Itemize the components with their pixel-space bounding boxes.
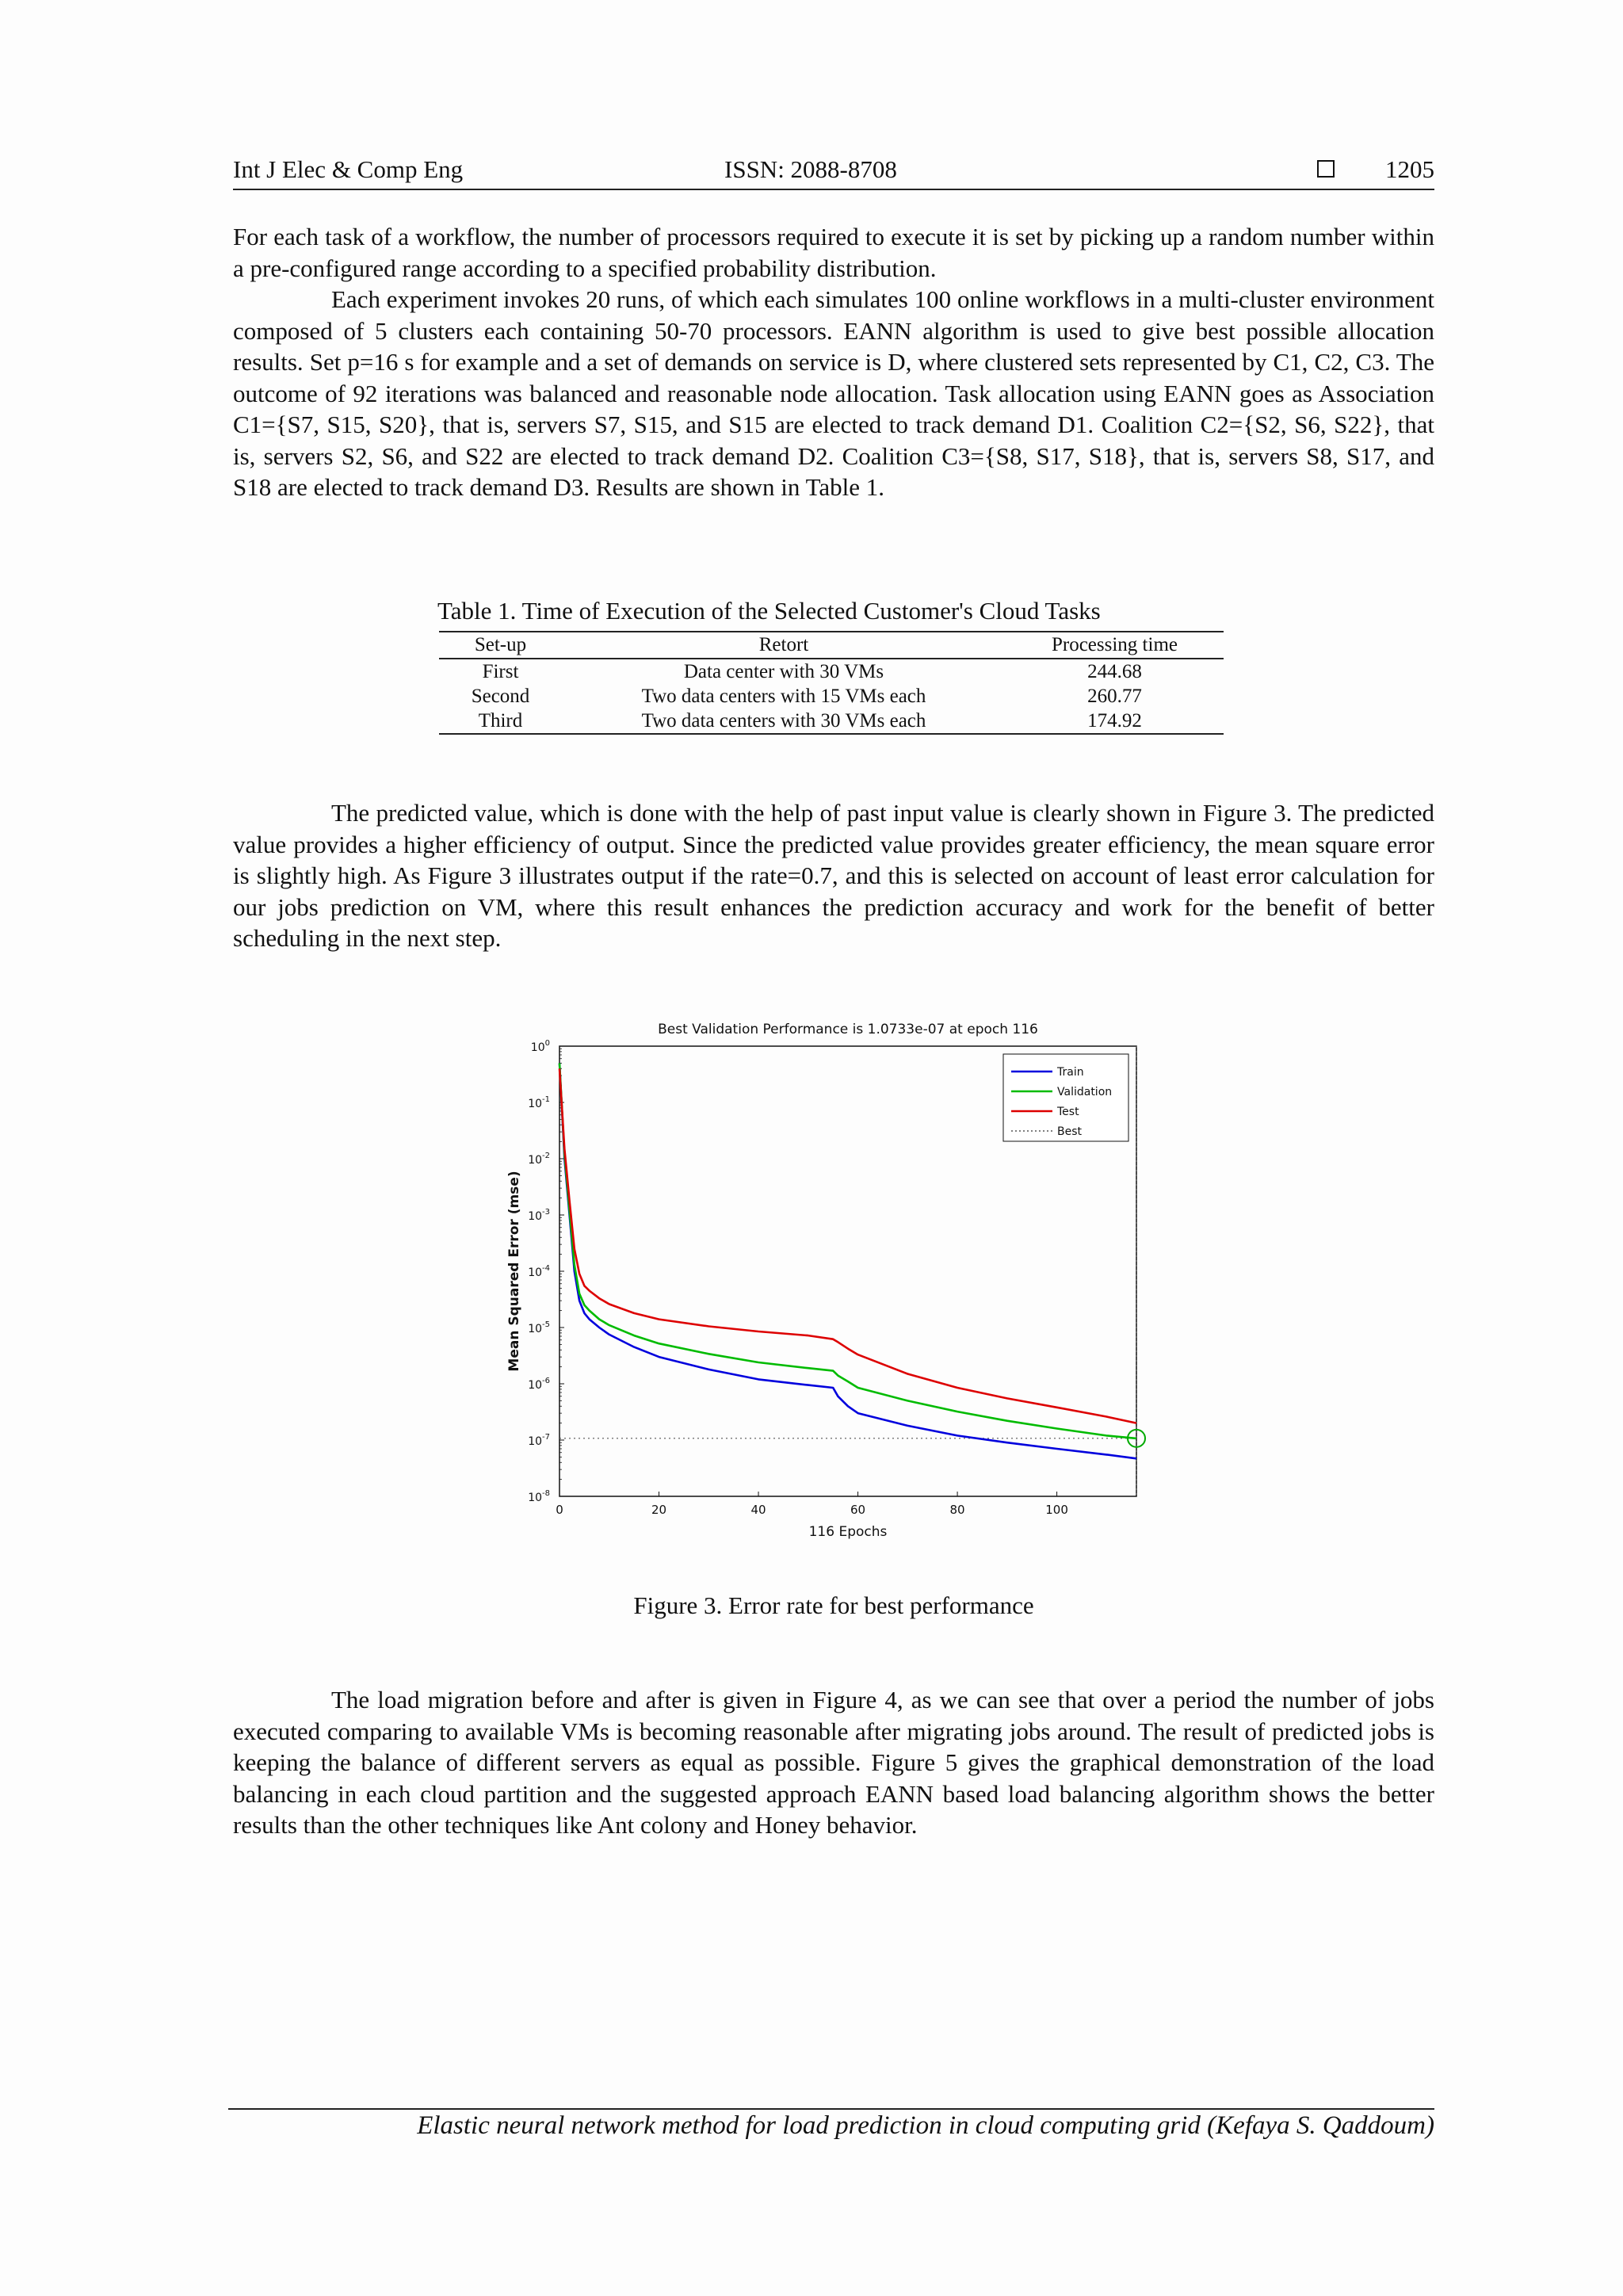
- table-cell: Two data centers with 30 VMs each: [562, 709, 1006, 734]
- issn: ISSN: 2088-8708: [724, 155, 897, 183]
- paragraph-2: Each experiment invokes 20 runs, of which each simulates 100 online workflows in a multi-cluster environment composed of 5 clusters each containing 50-70 processors. EANN algorithm is used to give best possible allocation results. Set p=16 s for example and a set of demands on service is D, where clustered sets represented by C1, C2, C3. The outcome of 92 iterations was balanced and reasonable node allocation. Task allocation using EANN goes as Association C1={S7, S15, S20}, that is, servers S7, S15, and S15 are elected to track demand D1. Coalition C2={S2, S6, S22}, that is, servers S2, S6, and S22 are elected to track demand D2. Coalition C3={S8, S17, S18}, that is, servers S8, S17, and S18 are elected to track demand D3. Results are shown in Table 1.: [233, 285, 1434, 501]
- table-cell: Second: [471, 685, 530, 707]
- mse-chart: [483, 1014, 1165, 1553]
- y-tick-label: $10^{-4}$: [528, 1264, 550, 1279]
- checkbox-square-icon: [1317, 160, 1335, 178]
- table-row: [439, 659, 1224, 684]
- table-header-row: [439, 632, 1224, 659]
- y-tick-label: $10^{-3}$: [528, 1208, 550, 1223]
- legend-label: Validation: [1057, 1086, 1113, 1098]
- legend-label: Train: [1057, 1066, 1084, 1079]
- legend-label: Best: [1057, 1125, 1083, 1138]
- paragraph-1: For each task of a workflow, the number of processors required to execute it is set by picking up a random number within a pre-configured range according to a specified probability distribution.: [233, 223, 1434, 282]
- x-tick-label: 60: [850, 1503, 866, 1517]
- x-tick-label: 100: [1045, 1503, 1068, 1517]
- y-tick-label: $10^{-1}$: [528, 1095, 550, 1110]
- table-row: [439, 709, 1224, 734]
- x-axis-label: 116 Epochs: [808, 1524, 888, 1540]
- table-header-cell: Retort: [562, 632, 1006, 659]
- y-tick-label: $10^{-6}$: [528, 1377, 550, 1392]
- y-tick-label: $10^{-5}$: [528, 1320, 550, 1335]
- table-cell: Third: [439, 709, 562, 734]
- table-row: [439, 684, 1224, 709]
- x-tick-label: 80: [949, 1503, 965, 1517]
- figure-3: [483, 1014, 1165, 1553]
- x-tick-label: 0: [556, 1503, 563, 1517]
- running-header: [233, 152, 1434, 190]
- x-tick-label: 20: [651, 1503, 667, 1517]
- table-cell: Two data centers with 15 VMs each: [641, 685, 926, 707]
- footer-rule: [228, 2108, 1434, 2110]
- chart-title: Best Validation Performance is 1.0733e-07 at epoch 116: [658, 1022, 1038, 1037]
- table-cell: First: [482, 660, 519, 682]
- table-cell: 244.68: [1087, 660, 1142, 682]
- y-tick-label: $10^0$: [530, 1039, 550, 1054]
- y-tick-label: $10^{-7}$: [528, 1433, 550, 1448]
- y-axis-label: Mean Squared Error (mse): [506, 1171, 522, 1372]
- figure-caption: Figure 3. Error rate for best performance: [633, 1591, 1034, 1619]
- table-cell: 174.92: [1006, 709, 1224, 734]
- journal-name: Int J Elec & Comp Eng: [233, 155, 464, 183]
- paragraph-3: The predicted value, which is done with the help of past input value is clearly shown in Figure 3. The predicted value provides a higher efficiency of output. Since the predicted value provides greater efficiency, the mean square error is slightly high. As Figure 3 illustrates output if the rate=0.7, and this is selected on account of least error calculation for our jobs prediction on VM, where this result enhances the prediction accuracy and work for the benefit of better scheduling in the next step.: [233, 799, 1434, 952]
- running-footer: Elastic neural network method for load prediction in cloud computing grid (Kefaya S. Qaddoum): [417, 2111, 1434, 2140]
- table-caption: Table 1. Time of Execution of the Selected Customer's Cloud Tasks: [437, 597, 1101, 625]
- x-tick-label: 40: [750, 1503, 766, 1517]
- y-tick-label: $10^{-2}$: [528, 1152, 550, 1167]
- results-table: [439, 631, 1224, 735]
- legend-label: Test: [1057, 1106, 1079, 1118]
- y-tick-label: $10^{-8}$: [528, 1489, 550, 1504]
- page-number: 1205: [1385, 155, 1434, 183]
- table-cell: 260.77: [1087, 685, 1142, 707]
- paragraph-4: The load migration before and after is given in Figure 4, as we can see that over a period the number of jobs executed comparing to available VMs is becoming reasonable after migrating jobs around. The result of predicted jobs is keeping the balance of different servers as equal as possible. Figure 5 gives the graphical demonstration of the load balancing in each cloud partition and the suggested approach EANN based load balancing algorithm shows the better results than the other techniques like Ant colony and Honey behavior.: [233, 1686, 1434, 1839]
- table-header-cell: Processing time: [1006, 632, 1224, 659]
- table-cell: Data center with 30 VMs: [683, 660, 884, 682]
- table-header-cell: Set-up: [439, 632, 562, 659]
